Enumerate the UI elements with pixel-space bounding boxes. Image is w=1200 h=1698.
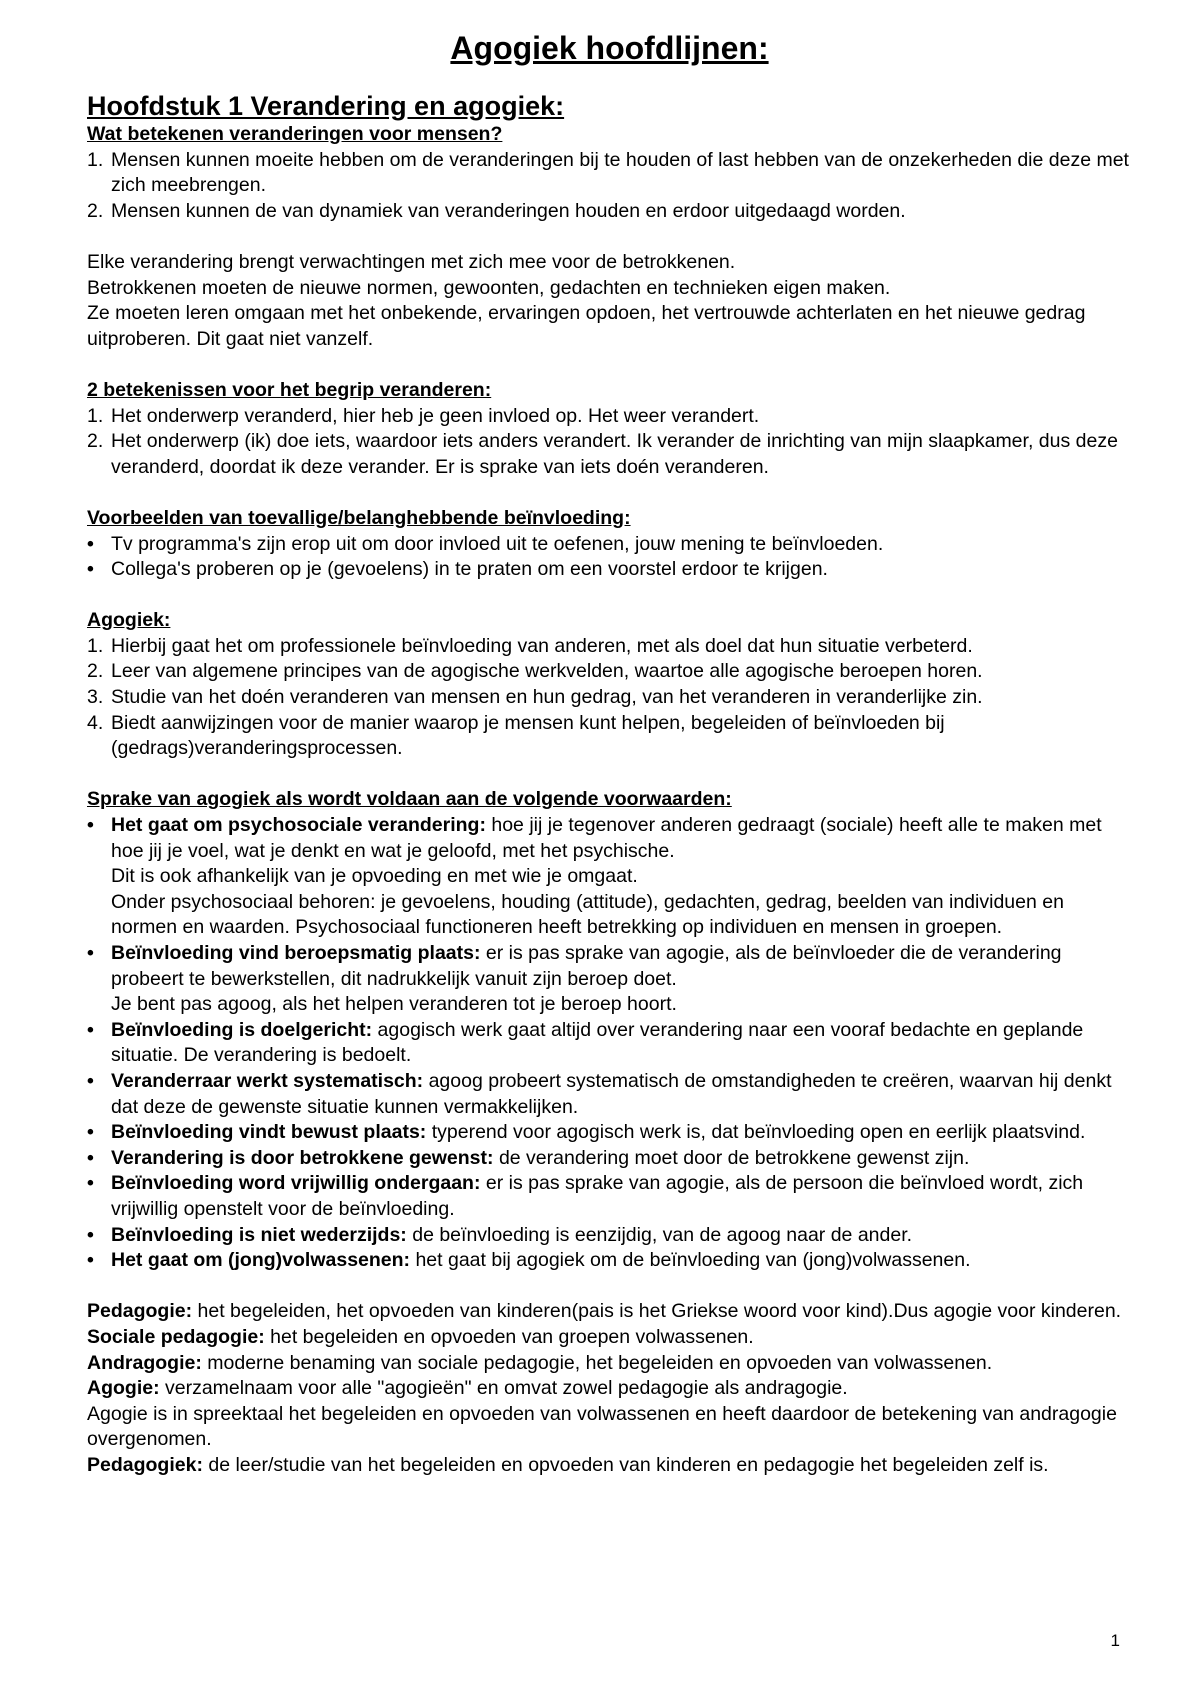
bullet-icon: • bbox=[87, 558, 94, 581]
list-item: 3. Studie van het doén veranderen van mensen en hun gedrag, van het veranderen in veranderlijke zin. bbox=[87, 686, 983, 709]
list-item: 2. Mensen kunnen de van dynamiek van veranderingen houden en erdoor uitgedaagd worden. bbox=[87, 199, 906, 222]
list-item: • Beïnvloeding vindt bewust plaats: typerend voor agogisch werk is, dat beïnvloeding open en eerlijk plaatsvind. bbox=[87, 1120, 1132, 1146]
bullet-icon: • bbox=[87, 1172, 94, 1195]
list-item: • Beïnvloeding word vrijwillig ondergaan: er is pas sprake van agogie, als de persoon die beïnvloed wordt, zich vrijwillig openstelt voor de beïnvloeding. bbox=[87, 1172, 1084, 1220]
list-item: • Collega's proberen op je (gevoelens) in te praten om een voorstel erdoor te krijgen. bbox=[87, 557, 1132, 583]
page-number: 1 bbox=[1110, 1631, 1120, 1650]
list-item: 4. Biedt aanwijzingen voor de manier waarop je mensen kunt helpen, begeleiden of beïnvloeden bij (gedrags)veranderingsprocessen. bbox=[87, 711, 945, 760]
definition-andragogie: Andragogie: moderne benaming van sociale pedagogie, het begeleiden en opvoeden van volwassenen. bbox=[87, 1351, 993, 1374]
bullet-icon: • bbox=[87, 1121, 94, 1144]
section-heading-meanings: 2 betekenissen voor het begrip veranderen: bbox=[87, 378, 492, 401]
examples-list bbox=[87, 532, 1132, 583]
bullet-icon: • bbox=[87, 1223, 94, 1246]
list-item: • Beïnvloeding is doelgericht: agogisch werk gaat altijd over verandering naar een vooraf bedachte en geplande situatie. De verandering is bedoelt. bbox=[87, 1018, 1084, 1067]
definition-pedagogiek: Pedagogiek: de leer/studie van het begeleiden en opvoeden van kinderen en pedagogie het begeleiden zelf is. bbox=[87, 1453, 1049, 1476]
section-heading-changes: Wat betekenen veranderingen voor mensen? bbox=[87, 123, 503, 145]
list-item: • Beïnvloeding is niet wederzijds: de beïnvloeding is eenzijdig, van de agoog naar de ander. bbox=[87, 1223, 1132, 1249]
bullet-icon: • bbox=[87, 1249, 94, 1272]
bullet-icon: • bbox=[87, 1146, 94, 1169]
list-item: • Veranderraar werkt systematisch: agoog probeert systematisch de omstandigheden te creëren, waarvan hij denkt dat deze de gewenste situatie kunnen vermakkelijken. bbox=[87, 1069, 1112, 1118]
definition-sociale-pedagogie: Sociale pedagogie: het begeleiden en opvoeden van groepen volwassenen. bbox=[87, 1325, 754, 1348]
paragraph: Betrokkenen moeten de nieuwe normen, gewoonten, gedachten en technieken eigen maken. bbox=[87, 276, 891, 299]
section-heading-examples: Voorbeelden van toevallige/belanghebbende beïnvloeding: bbox=[87, 506, 631, 529]
list-item: 1. Het onderwerp veranderd, hier heb je geen invloed op. Het weer verandert. bbox=[87, 404, 760, 427]
bullet-icon: • bbox=[87, 942, 94, 964]
section-heading-conditions: Sprake van agogiek als wordt voldaan aan de volgende voorwaarden: bbox=[87, 788, 732, 811]
bullet-icon: • bbox=[87, 532, 94, 555]
agogiek-list bbox=[87, 634, 1132, 762]
list-item: • Verandering is door betrokkene gewenst: de verandering moet door de betrokkene gewenst zijn. bbox=[87, 1146, 1132, 1172]
list-item: 1. Hierbij gaat het om professionele beïnvloeding van anderen, met als doel dat hun situatie verbeterd. bbox=[87, 634, 973, 657]
page-content bbox=[87, 28, 1132, 1478]
bullet-icon: • bbox=[87, 1018, 94, 1041]
definition-agogie-note: Agogie is in spreektaal het begeleiden en opvoeden van volwassenen en heeft daardoor de betekening van andragogie overgenomen. bbox=[87, 1402, 1117, 1451]
paragraph: Elke verandering brengt verwachtingen met zich mee voor de betrokkenen. bbox=[87, 250, 736, 273]
list-item: • Beïnvloeding vind beroepsmatig plaats: er is pas sprake van agogie, als de beïnvloeder die de verandering probeert te bewerkstellen, dit nadrukkelijk vanuit zijn beroep doet. Je bent pas agoog, als het helpen veranderen tot je beroep hoort. bbox=[87, 942, 1062, 1016]
conditions-list bbox=[87, 813, 1132, 1274]
paragraph: Ze moeten leren omgaan met het onbekende, ervaringen opdoen, het vertrouwde achterlaten en het nieuwe gedrag uitproberen. Dit gaat niet vanzelf. bbox=[87, 302, 1086, 350]
list-item: • Tv programma's zijn erop uit om door invloed uit te oefenen, jouw mening te beïnvloeden. bbox=[87, 532, 1132, 558]
bullet-icon: • bbox=[87, 814, 94, 837]
list-item: 2. Leer van algemene principes van de agogische werkvelden, waartoe alle agogische beroepen horen. bbox=[87, 660, 983, 683]
chapter-title: Hoofdstuk 1 Verandering en agogiek: bbox=[87, 91, 565, 121]
list-item: • Het gaat om (jong)volwassenen: het gaat bij agogiek om de beïnvloeding van (jong)volwassenen. bbox=[87, 1248, 1132, 1274]
section-heading-agogiek: Agogiek: bbox=[87, 609, 171, 632]
list-item: 1. Mensen kunnen moeite hebben om de veranderingen bij te houden of last hebben van de onzekerheden die deze met zich meebrengen. bbox=[87, 148, 1129, 197]
definition-agogie: Agogie: verzamelnaam voor alle "agogieën" en omvat zowel pedagogie als andragogie. bbox=[87, 1377, 848, 1400]
bullet-icon: • bbox=[87, 1069, 94, 1092]
definition-pedagogie: Pedagogie: het begeleiden, het opvoeden van kinderen(pais is het Griekse woord voor kind).Dus agogie voor kinderen. bbox=[87, 1300, 1122, 1323]
changes-list bbox=[87, 148, 1132, 225]
meanings-list bbox=[87, 404, 1132, 481]
list-item: • Het gaat om psychosociale verandering: hoe jij je tegenover anderen gedraagt (sociale) heeft alle te maken met hoe jij je voel, wat je denkt en wat je geloofd, met het psychische. Dit is ook afhankelijk van je opvoeding en met wie je omgaat. Onder psychosociaal behoren: je gevoelens, houding (attitude), gedachten, gedrag, beelden van individuen en normen en waarden. Psychosociaal functioneren heeft betrekking op individuen en mensen in groepen. bbox=[87, 814, 1102, 939]
document-title: Agogiek hoofdlijnen: bbox=[450, 30, 769, 66]
definitions-block bbox=[87, 1299, 1132, 1478]
list-item: 2. Het onderwerp (ik) doe iets, waardoor iets anders verandert. Ik verander de inrichting van mijn slaapkamer, dus deze veranderd, doordat ik deze verander. Er is sprake van iets doén veranderen. bbox=[87, 430, 1118, 478]
